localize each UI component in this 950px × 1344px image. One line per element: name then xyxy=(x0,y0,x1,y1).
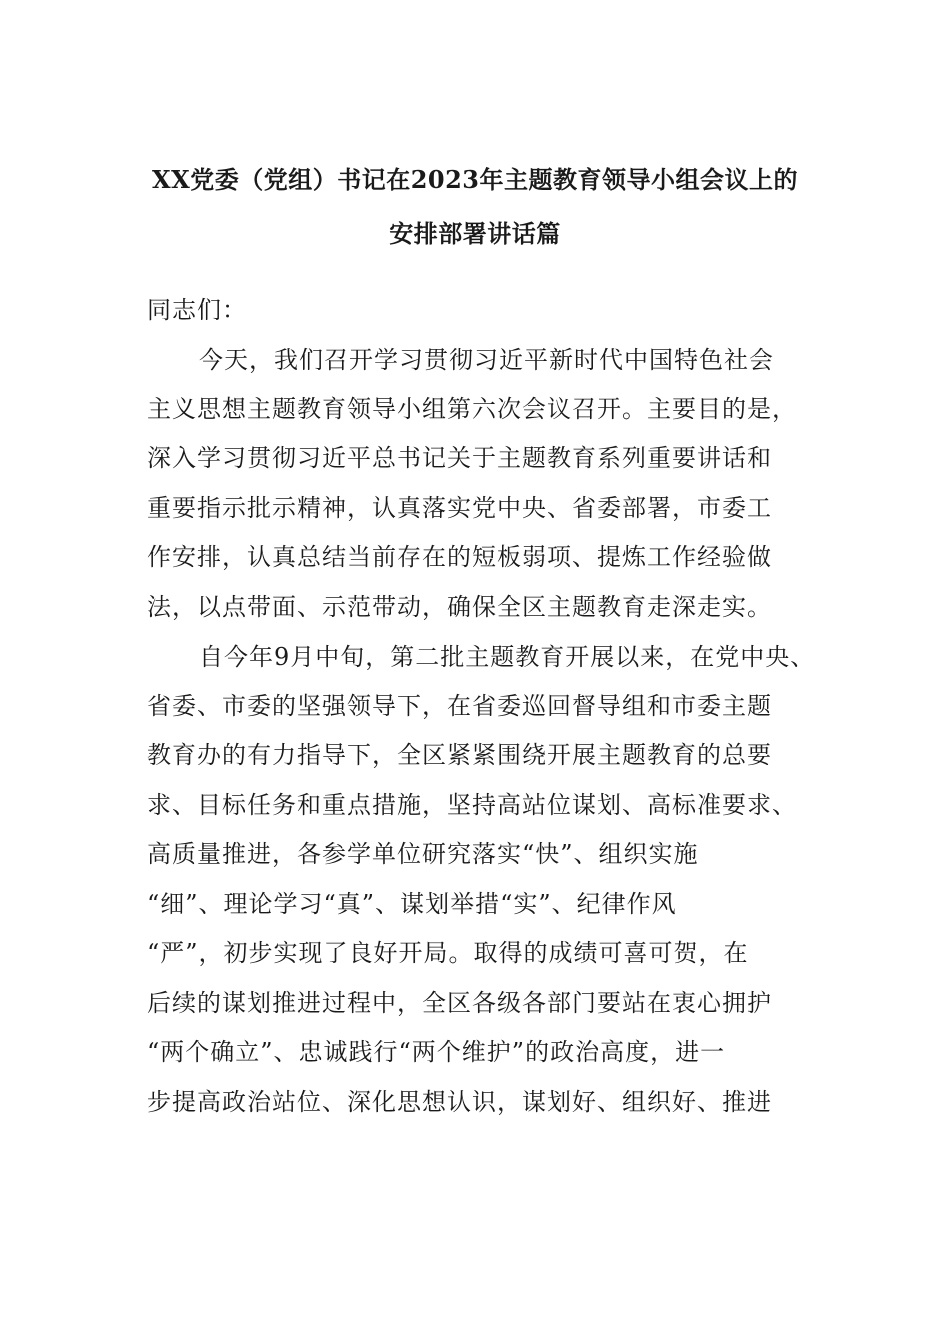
paragraph-2-line: “两个确立”、忠诚践行“两个维护”的政治高度，进一 xyxy=(147,1038,726,1066)
paragraph-1-line: 作安排，认真总结当前存在的短板弱项、提炼工作经验做 xyxy=(147,543,772,571)
salutation: 同志们： xyxy=(147,296,247,324)
paragraph-2-line: 教育办的有力指导下，全区紧紧围绕开展主题教育的总要 xyxy=(147,741,772,769)
document-title-line-1: XX党委（党组）书记在2023年主题教育领导小组会议上的 xyxy=(151,165,799,194)
document-title-line-2: 安排部署讲话篇 xyxy=(389,219,561,248)
paragraph-1-line: 重要指示批示精神，认真落实党中央、省委部署，市委工 xyxy=(147,494,772,522)
paragraph-2-line: 后续的谋划推进过程中，全区各级各部门要站在衷心拥护 xyxy=(147,989,772,1017)
paragraph-1-line: 深入学习贯彻习近平总书记关于主题教育系列重要讲话和 xyxy=(147,444,772,472)
paragraph-2-line: 求、目标任务和重点措施，坚持高站位谋划、高标准要求、 xyxy=(147,791,797,819)
paragraph-2-line: “严”，初步实现了良好开局。取得的成绩可喜可贺，在 xyxy=(147,939,749,967)
paragraph-2-line: 自今年9月中旬，第二批主题教育开展以来，在党中央、 xyxy=(199,643,816,671)
paragraph-1-line: 主义思想主题教育领导小组第六次会议召开。主要目的是， xyxy=(147,395,797,423)
paragraph-1-line: 今天，我们召开学习贯彻习近平新时代中国特色社会 xyxy=(199,346,774,374)
paragraph-2-line: 步提高政治站位、深化思想认识，谋划好、组织好、推进 xyxy=(147,1088,772,1116)
paragraph-2-line: 省委、市委的坚强领导下，在省委巡回督导组和市委主题 xyxy=(147,692,772,720)
paragraph-2-line: “细”、理论学习“真”、谋划举措“实”、纪律作风 xyxy=(147,890,677,918)
paragraph-1-line: 法，以点带面、示范带动，确保全区主题教育走深走实。 xyxy=(147,593,772,621)
paragraph-2-line: 高质量推进，各参学单位研究落实“快”、组织实施 xyxy=(147,840,699,868)
